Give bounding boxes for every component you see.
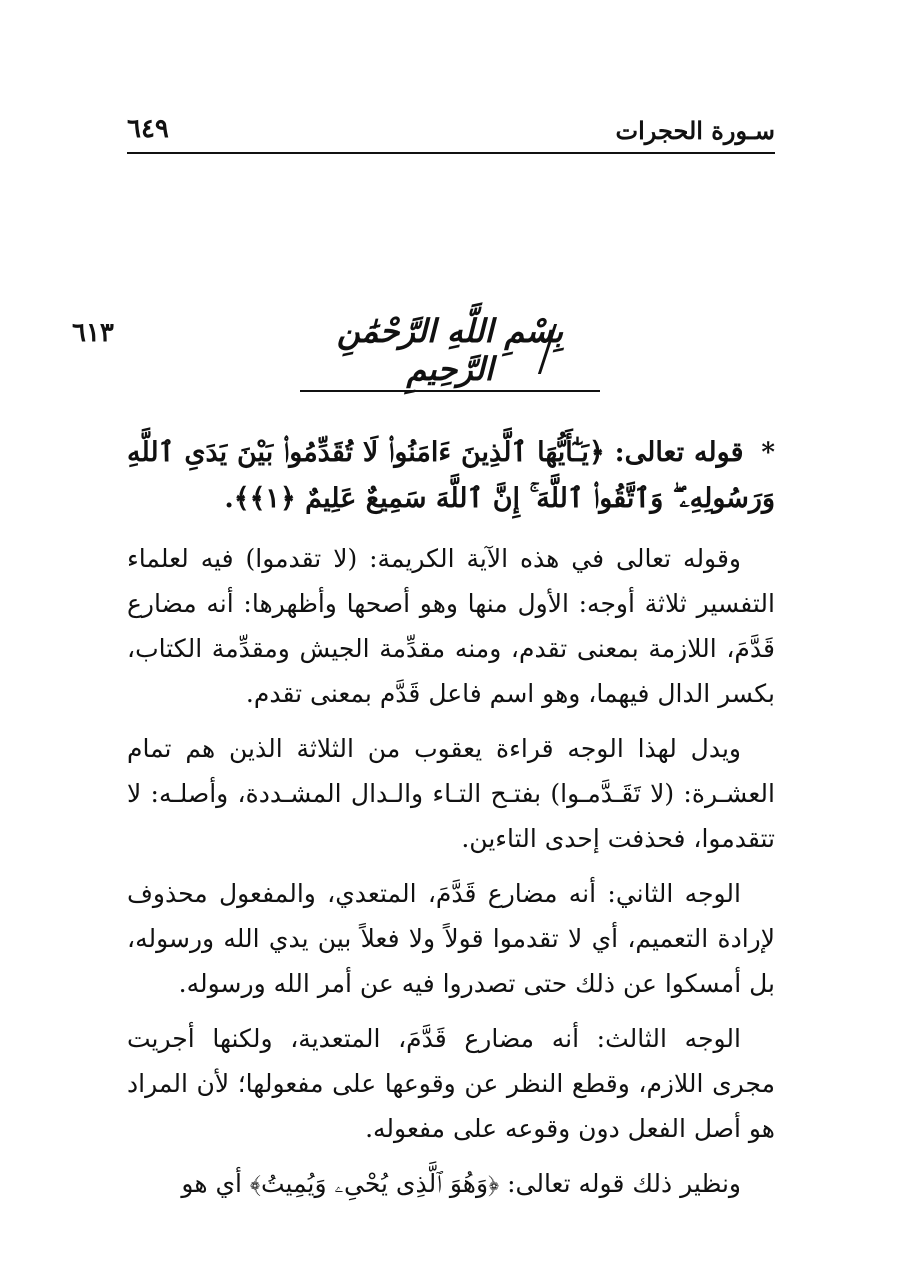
paragraph: الوجه الثالث: أنه مضارع قَدَّمَ، المتعدية، ولكنها أجريت مجرى اللازم، وقطع النظر عن وقوعها على مفعولها؛ لأن المراد هو أصل الفعل دون وقوعه على مفعوله. bbox=[127, 1024, 775, 1143]
paragraph: ونظير ذلك قوله تعالى: ﴿وَهُوَ ٱلَّذِى يُحْىِۦ وَيُمِيتُ﴾ أي هو bbox=[181, 1169, 741, 1198]
paragraph: الوجه الثاني: أنه مضارع قَدَّمَ، المتعدي، والمفعول محذوف لإرادة التعميم، أي لا تقدموا قولاً ولا فعلاً بين يدي الله ورسوله، بل أمسكوا عن ذلك حتى تصدروا فيه عن أمر الله ورسوله. bbox=[127, 879, 775, 998]
paragraph: وقوله تعالى في هذه الآية الكريمة: (لا تقدموا) فيه لعلماء التفسير ثلاثة أوجه: الأول منها وهو أصحها وأظهرها: أنه مضارع قَدَّمَ، اللازمة بمعنى تقدم، ومنه مقدِّمة الجيش ومقدِّمة الكتاب، بكسر الدال فيهما، وهو اسم فاعل قَدَّم بمعنى تقدم. bbox=[127, 544, 775, 708]
verse-heading bbox=[127, 430, 775, 522]
original-page-number: ٦١٣ bbox=[72, 318, 114, 348]
running-header bbox=[127, 112, 775, 154]
basmala bbox=[300, 312, 600, 388]
page-number: ٦٤٩ bbox=[127, 114, 169, 144]
paragraph: ويدل لهذا الوجه قراءة يعقوب من الثلاثة الذين هم تمام العشـرة: (لا تَقَـدَّمـوا) بفتـح التـاء والـدال المشـددة، وأصلـه: لا تتقدموا، فحذفت إحدى التاءين. bbox=[127, 734, 775, 853]
verse-text: قوله تعالى: ﴿يَـٰٓأَيُّهَا ٱلَّذِينَ ءَامَنُوا۟ لَا تُقَدِّمُوا۟ بَيْنَ يَدَىِ ٱللَّهِ وَرَسُولِهِۦ ۖ وَٱتَّقُوا۟ ٱللَّهَ ۚ إِنَّ ٱللَّهَ سَمِيعٌ عَلِيمٌ ﴿١﴾﴾. bbox=[127, 437, 775, 514]
surah-title: سـورة الحجرات bbox=[615, 116, 775, 145]
basmala-calligraphy: بِسْمِ اللَّهِ الرَّحْمَٰنِ الرَّحِيمِ bbox=[300, 312, 600, 392]
star-marker: * bbox=[761, 438, 775, 468]
main-text bbox=[127, 430, 775, 1216]
